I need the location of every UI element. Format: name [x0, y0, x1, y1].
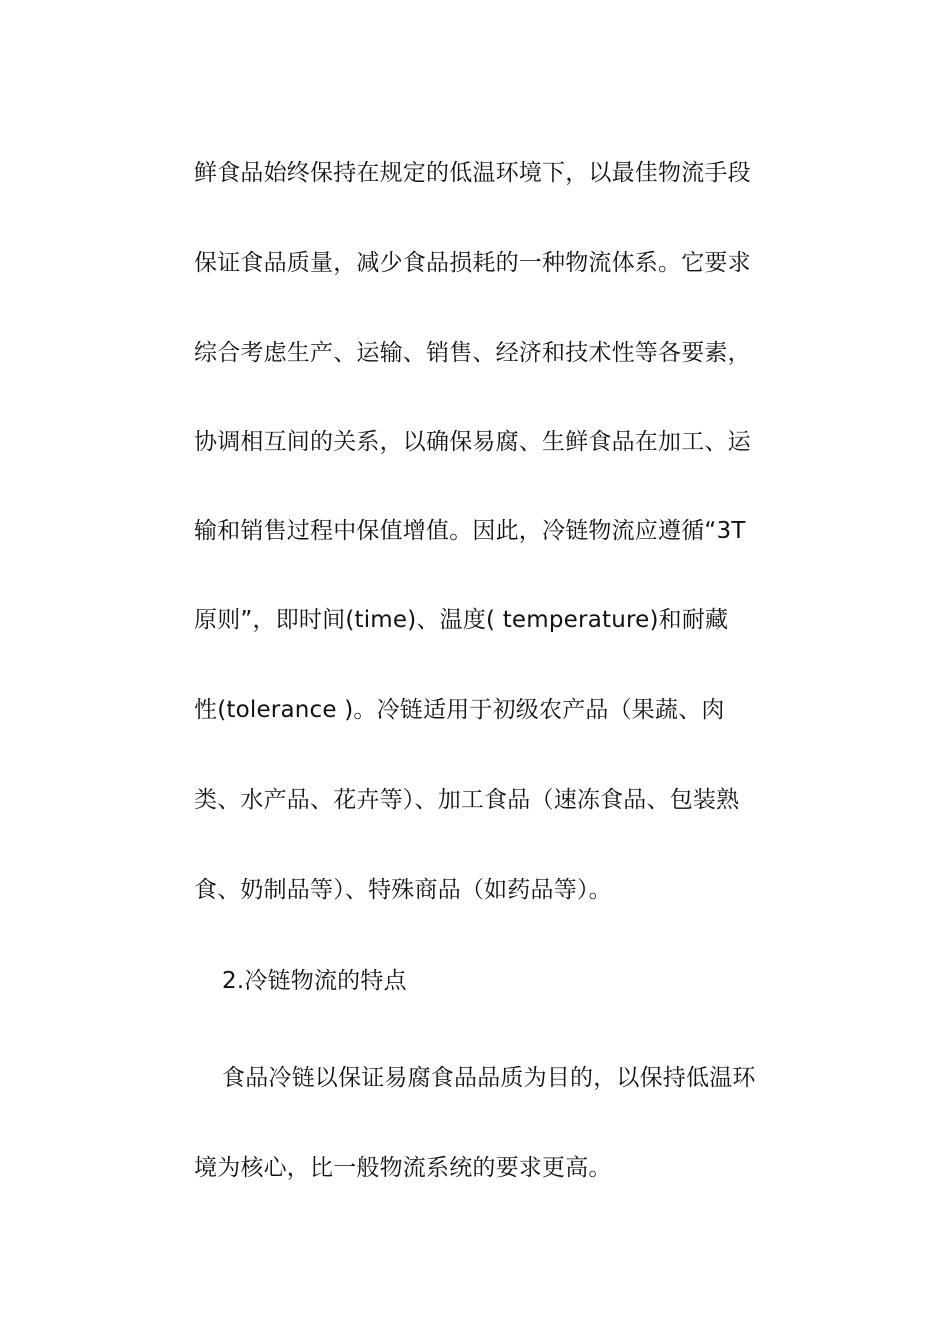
paragraph-line-2: 保证食品质量，减少食品损耗的一种物流体系。它要求	[194, 250, 751, 276]
paragraph-line-4: 协调相互间的关系，以确保易腐、生鲜食品在加工、运	[194, 429, 751, 455]
section-heading: 2.冷链物流的特点	[222, 968, 407, 994]
paragraph2-line-2: 境为核心，比一般物流系统的要求更高。	[194, 1155, 612, 1181]
paragraph-line-8: 类、水产品、花卉等）、加工食品（速冻食品、包装熟	[194, 787, 740, 813]
paragraph-line-5: 输和销售过程中保值增值。因此，冷链物流应遵循“3T	[194, 518, 746, 544]
paragraph-line-7: 性(tolerance )。冷链适用于初级农产品（果蔬、肉	[194, 697, 725, 723]
paragraph-line-9: 食、奶制品等）、特殊商品（如药品等）。	[194, 877, 612, 903]
paragraph-line-3: 综合考虑生产、运输、销售、经济和技术性等各要素，	[194, 340, 751, 366]
paragraph-line-1: 鲜食品始终保持在规定的低温环境下，以最佳物流手段	[194, 160, 751, 186]
paragraph-line-6: 原则”，即时间(time)、温度( temperature)和耐藏	[194, 607, 729, 633]
paragraph2-line-1: 食品冷链以保证易腐食品品质为目的，以保持低温环	[222, 1065, 756, 1091]
